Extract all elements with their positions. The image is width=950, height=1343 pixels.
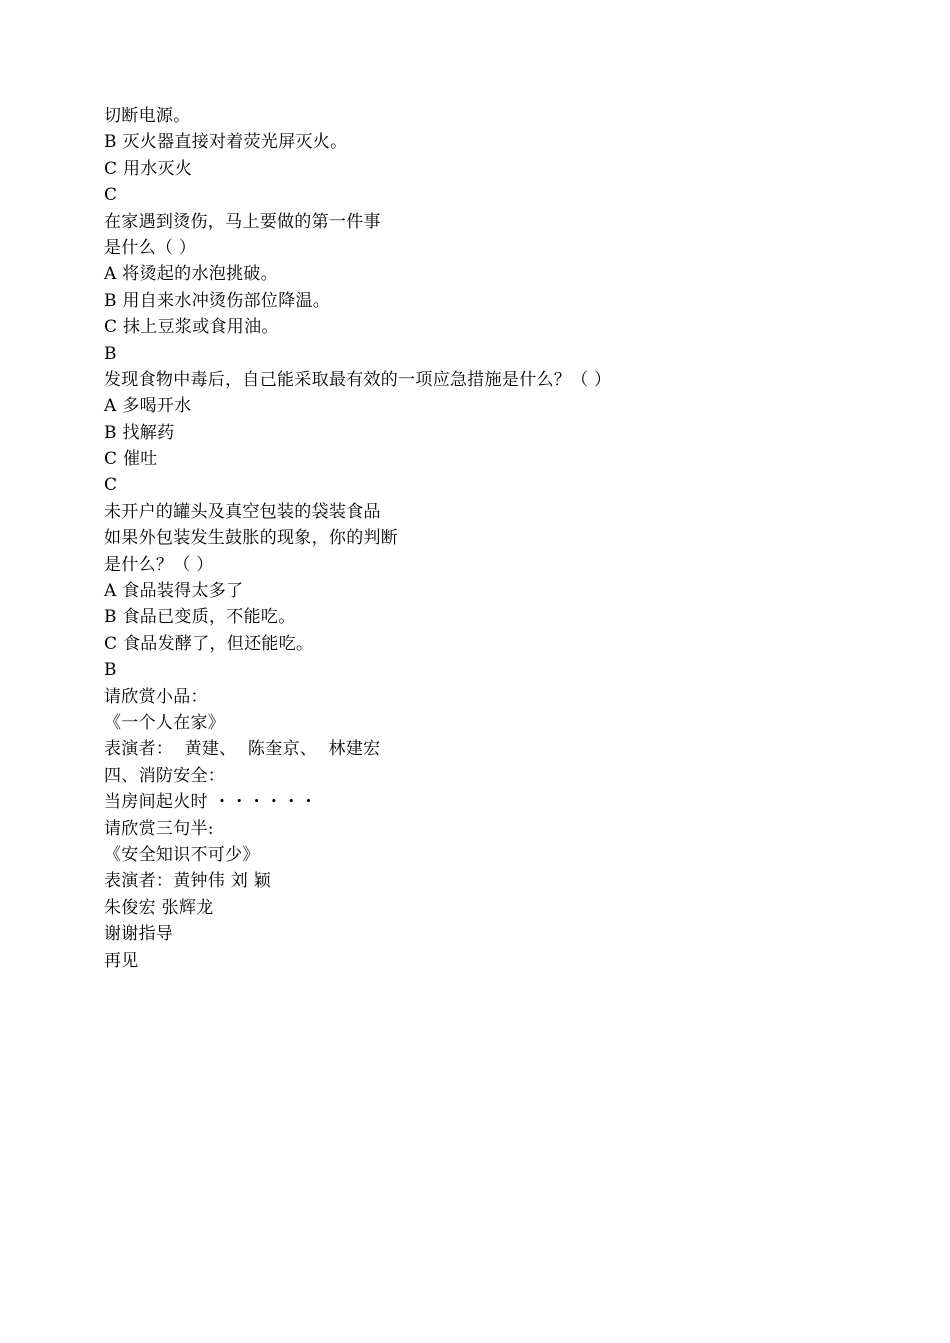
option-line: B 食品已变质，不能吃。 (104, 607, 296, 628)
option-line: C 用水灭火 (104, 158, 193, 179)
question-line: 未开户的罐头及真空包装的袋装食品 (104, 501, 381, 522)
closing-line: 谢谢指导 (104, 924, 174, 945)
option-line: A 多喝开水 (104, 396, 192, 417)
answer-line: C (104, 475, 118, 496)
option-line: B 找解药 (104, 422, 175, 443)
text-line: 切断电源。 (104, 106, 191, 126)
question-line: 是什么（ ） (104, 237, 197, 258)
option-line: C 食品发酵了，但还能吃。 (104, 633, 314, 654)
text-line: 当房间起火时 ・・・・・・ (104, 792, 318, 813)
question-line: 如果外包装发生鼓胀的现象，你的判断 (104, 528, 399, 549)
performers-line: 表演者： 黄建、 陈奎京、 林建宏 (104, 739, 381, 760)
answer-line: C (104, 185, 118, 206)
section-heading: 四、消防安全： (104, 765, 226, 786)
option-line: C 催吐 (104, 449, 158, 470)
answer-line: B (104, 343, 117, 364)
option-line: A 将烫起的水泡挑破。 (104, 264, 278, 285)
performers-line: 表演者：黄钟伟 刘 颖 (104, 871, 272, 892)
performers-line: 朱俊宏 张辉龙 (104, 897, 214, 918)
program-title: 《安全知识不可少》 (104, 844, 260, 865)
document-body (104, 103, 864, 974)
closing-line: 再见 (104, 950, 139, 971)
option-line: B 用自来水冲烫伤部位降温。 (104, 290, 331, 311)
question-line: 在家遇到烫伤，马上要做的第一件事 (104, 211, 381, 232)
question-line: 发现食物中毒后，自己能采取最有效的一项应急措施是什么？（ ） (104, 369, 612, 390)
section-line: 请欣赏小品： (104, 686, 208, 707)
option-line: C 抹上豆浆或食用油。 (104, 317, 279, 338)
program-title: 《一个人在家》 (104, 712, 226, 733)
option-line: A 食品装得太多了 (104, 581, 244, 602)
answer-line: B (104, 660, 117, 681)
question-line: 是什么？（ ） (104, 554, 214, 575)
section-line: 请欣赏三句半: (104, 818, 214, 839)
option-line: B 灭火器直接对着荧光屏灭火。 (104, 132, 348, 153)
